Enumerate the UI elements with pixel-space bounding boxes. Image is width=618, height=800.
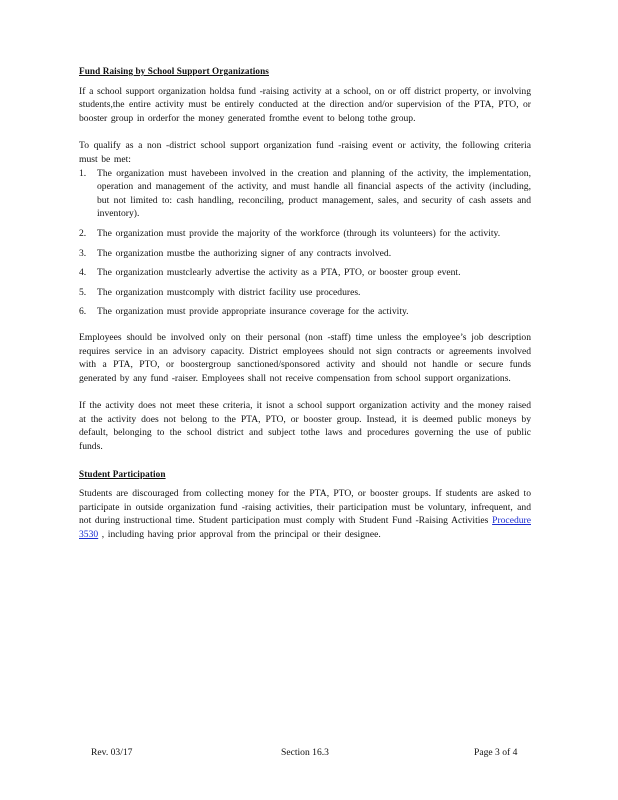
criteria-number: 2. <box>79 227 87 239</box>
student-paragraph-text: Students are discouraged from collecting money for the PTA, PTO, or booster groups. If students are asked to participate in outside organization fund -raising activities, their participation must be voluntary, infrequent, and not during instructional time. Student participation must comply with Student Fund -Raising Activities <box>79 488 531 527</box>
student-paragraph-text-end: , including having prior approval from the principal or their designee. <box>98 529 381 541</box>
criteria-number: 5. <box>79 286 87 298</box>
criteria-number: 4. <box>79 267 87 279</box>
criteria-text: The organization must havebeen involved in the creation and planning of the activity, the implementation, operation and management of the activity, and must handle all financial aspects of the activity (including, but not limited to: cash handling, reconciling, product management, sales, and security of cash assets and inventory). <box>97 167 531 220</box>
criteria-text: The organization mustcomply with district facility use procedures. <box>97 286 361 298</box>
page-content <box>79 65 531 542</box>
criteria-not-met-paragraph: If the activity does not meet these criteria, it isnot a school support organization activity and the money raised at the activity does not belong to the PTA, PTO, or booster group. Instead, it is deemed public moneys by default, belonging to the school district and subject tothe laws and procedures governing the use of public funds. <box>79 400 531 453</box>
criteria-text: The organization must provide appropriate insurance coverage for the activity. <box>97 306 409 318</box>
criteria-text: The organization mustbe the authorizing signer of any contracts involved. <box>97 247 392 259</box>
employees-paragraph: Employees should be involved only on their personal (non -staff) time unless the employee’s job description requires service in an advisory capacity. District employees should not sign contracts or agreements involved with a PTA, PTO, or boostergroup sanctioned/sponsored activity and should not handle or secure funds generated by any fund -raiser. Employees shall not receive compensation from school support organizations. <box>79 331 531 384</box>
criteria-item <box>79 305 531 319</box>
criteria-item <box>79 227 531 241</box>
criteria-number: 6. <box>79 306 87 318</box>
student-participation-paragraph <box>79 487 531 541</box>
fund-raising-heading: Fund Raising by School Support Organizations <box>79 66 269 76</box>
criteria-item <box>79 266 531 280</box>
page-number-label: Page 3 of 4 <box>474 747 518 758</box>
revision-label: Rev. 03/17 <box>91 747 133 758</box>
criteria-list <box>79 167 531 319</box>
criteria-item <box>79 247 531 261</box>
criteria-item <box>79 167 531 221</box>
intro-paragraph: If a school support organization holdsa fund -raising activity at a school, on or off district property, or involving students,the entire activity must be entirely conducted at the direction and/or supervision of the PTA, PTO, or booster group in orderfor the money generated fromthe event to belong tothe group. <box>79 85 531 124</box>
criteria-text: The organization mustclearly advertise the activity as a PTA, PTO, or booster group event. <box>97 267 461 279</box>
section-label: Section 16.3 <box>281 747 329 758</box>
criteria-number: 3. <box>79 247 87 259</box>
criteria-text: The organization must provide the majority of the workforce (through its volunteers) for the activity. <box>97 227 501 239</box>
criteria-item <box>79 286 531 300</box>
criteria-intro-paragraph: To qualify as a non -district school support organization fund -raising event or activity, the following criteria must be met: <box>79 140 531 165</box>
procedure-3530-link[interactable]: Procedure 3530 <box>79 515 531 541</box>
student-participation-heading: Student Participation <box>79 468 166 479</box>
criteria-number: 1. <box>79 167 87 179</box>
